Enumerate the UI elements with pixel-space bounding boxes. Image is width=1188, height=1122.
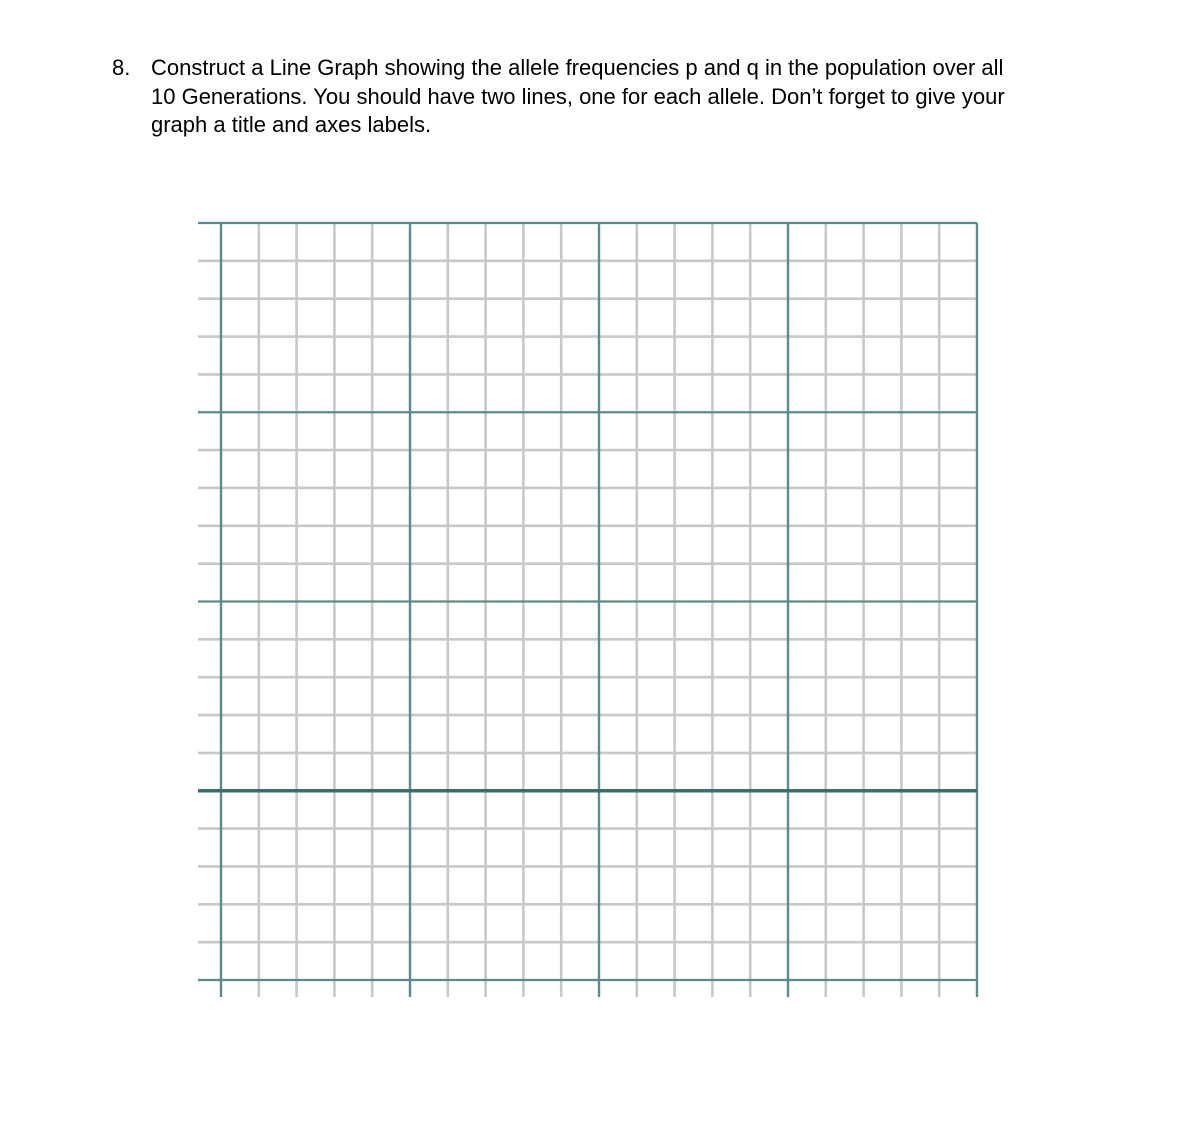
question-line-3: graph a title and axes labels.	[151, 112, 432, 137]
question-line-1: Construct a Line Graph showing the allele frequencies p and q in the population over all	[151, 55, 1004, 80]
question-line-2: 10 Generations. You should have two lines, one for each allele. Don’t forget to give your	[151, 83, 1005, 109]
question-number: 8.	[112, 55, 131, 80]
